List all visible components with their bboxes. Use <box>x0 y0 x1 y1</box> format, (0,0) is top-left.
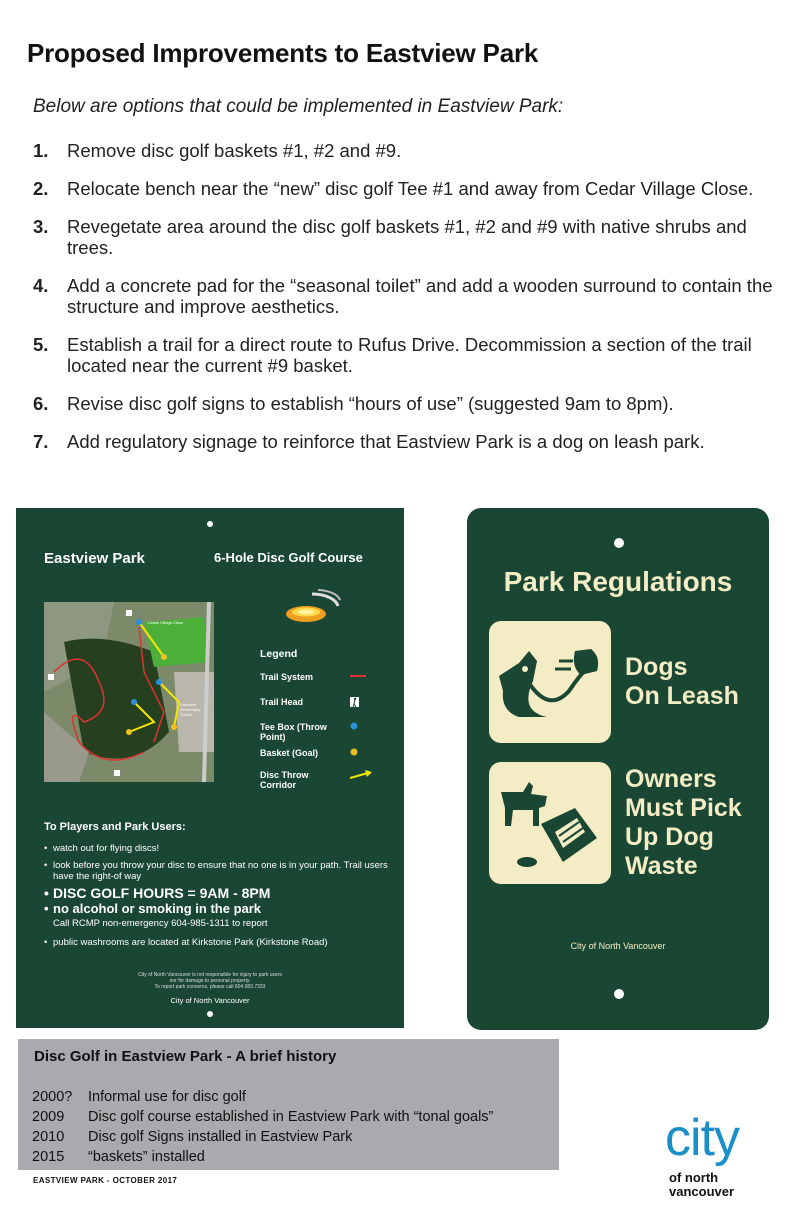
alcohol-text: no alcohol or smoking in the park <box>53 901 262 916</box>
sign-city-credit: City of North Vancouver <box>170 996 250 1005</box>
history-item <box>32 1127 493 1147</box>
item-text: Revegetate area around the disc golf baskets #1, #2 and #9 with native shrubs and trees. <box>67 216 747 258</box>
intro-text: Below are options that could be implemented in Eastview Park: <box>33 96 564 117</box>
item-text: Establish a trail for a direct route to Rufus Drive. Decommission a section of the trail located near the current #9 basket. <box>67 334 752 376</box>
disc-golf-sign <box>16 508 404 1028</box>
notice-alcohol: • no alcohol or smoking in the park <box>44 901 262 916</box>
rule-line: Must Pick <box>625 794 742 822</box>
throw-corridor-arrow-icon <box>350 770 372 780</box>
logo-vancouver: vancouver <box>669 1184 735 1199</box>
item-number: 3. <box>33 216 49 237</box>
history-year: 2015 <box>32 1149 65 1165</box>
item-text: Revise disc golf signs to establish “hours of use” (suggested 9am to 8pm). <box>67 393 674 414</box>
rcmp-text: Call RCMP non-emergency 604-985-1311 to report <box>53 918 268 929</box>
fine-print-line: nor for damage to personal property. <box>169 978 251 984</box>
history-text: Informal use for disc golf <box>88 1089 246 1105</box>
dogs-on-leash-text <box>625 653 739 711</box>
map-label-school: Eastview Elementary School <box>180 702 201 717</box>
history-heading: Disc Golf in Eastview Park - A brief history <box>34 1048 337 1065</box>
notice-text: watch out for flying discs! <box>53 843 160 854</box>
notice-item: • watch out for flying discs! <box>44 843 160 854</box>
fine-print-line: City of North Vancouver is not responsible for injury to park users <box>138 972 282 978</box>
page-footer: EASTVIEW PARK - OCTOBER 2017 <box>33 1176 178 1185</box>
rule-line: Owners <box>625 765 717 793</box>
list-item <box>33 431 773 452</box>
history-box <box>18 1039 559 1170</box>
course-map <box>44 602 214 782</box>
dog-on-leash-pictogram <box>489 621 611 743</box>
legend-item <box>260 672 370 697</box>
city-logo <box>655 1109 773 1204</box>
history-year: 2009 <box>32 1109 65 1125</box>
item-text: Add a concrete pad for the “seasonal toilet” and add a wooden surround to contain the structure and improve aesthetics. <box>67 275 773 317</box>
item-text: Relocate bench near the “new” disc golf Tee #1 and away from Cedar Village Close. <box>67 178 754 199</box>
history-text: “baskets” installed <box>88 1149 205 1165</box>
history-text: Disc golf Signs installed in Eastview Park <box>88 1129 353 1145</box>
page-title: Proposed Improvements to Eastview Park <box>27 38 539 68</box>
map-label-road: Cedar Village Close <box>148 620 184 625</box>
item-number: 7. <box>33 431 49 452</box>
mounting-hole <box>614 538 624 548</box>
list-item <box>33 216 773 258</box>
mounting-hole <box>207 521 213 527</box>
rule-line: Waste <box>625 852 698 880</box>
history-list <box>32 1087 493 1167</box>
list-item <box>33 140 773 161</box>
item-number: 2. <box>33 178 49 199</box>
history-text: Disc golf course established in Eastview Park with “tonal goals” <box>88 1109 494 1125</box>
legend-label: Trail Head <box>260 697 304 707</box>
history-item <box>32 1107 493 1127</box>
legend-label: Tee Box (Throw Point) <box>260 722 327 742</box>
notice-item: • look before you throw your disc to ensure that no one is in your path. Trail users have the right-of way <box>44 860 394 882</box>
players-heading: To Players and Park Users: <box>44 821 186 833</box>
fine-print <box>16 972 404 990</box>
list-item <box>33 275 773 317</box>
legend-item <box>260 722 370 748</box>
item-text: Add regulatory signage to reinforce that Eastview Park is a dog on leash park. <box>67 431 705 452</box>
notice-item: • public washrooms are located at Kirkstone Park (Kirkstone Road) <box>44 937 328 948</box>
notice-hours: • DISC GOLF HOURS = 9AM - 8PM <box>44 885 271 901</box>
item-number: 5. <box>33 334 49 355</box>
sign-city-credit: City of North Vancouver <box>570 941 666 951</box>
legend-label: Basket (Goal) <box>260 748 319 758</box>
logo-of-north: of north <box>669 1170 719 1185</box>
players-notice <box>44 821 394 954</box>
regulations-title: Park Regulations <box>503 566 733 597</box>
item-number: 6. <box>33 393 49 414</box>
dog-waste-icon <box>489 762 611 884</box>
map-legend <box>260 648 370 795</box>
dog-leash-icon <box>489 621 611 743</box>
legend-label: Trail System <box>260 672 314 682</box>
rule-line: Up Dog <box>625 823 714 851</box>
history-item <box>32 1147 493 1167</box>
history-item <box>32 1087 493 1107</box>
item-number: 4. <box>33 275 49 296</box>
legend-item <box>260 697 370 722</box>
legend-label: Disc Throw Corridor <box>260 770 309 790</box>
rule-line: On Leash <box>625 682 739 710</box>
tee-box-icon <box>350 722 358 730</box>
notice-text: look before you throw your disc to ensure that no one is in your path. Trail users have the right-of way <box>53 860 388 882</box>
red-line-icon <box>350 672 366 680</box>
sign-park-name: Eastview Park <box>44 550 145 567</box>
logo-city: city <box>665 1109 739 1167</box>
legend-item <box>260 748 370 770</box>
sign-course-name: 6-Hole Disc Golf Course <box>214 550 363 565</box>
fine-print-line: To report park concerns, please call 604.983.7333 <box>154 984 266 990</box>
rule-line: Dogs <box>625 653 688 681</box>
notice-text: public washrooms are located at Kirkstone Park (Kirkstone Road) <box>53 937 328 948</box>
item-number: 1. <box>33 140 49 161</box>
aerial-map-image <box>44 602 214 782</box>
hiker-icon <box>350 697 359 707</box>
improvement-list <box>33 140 773 469</box>
mounting-hole <box>207 1011 213 1017</box>
legend-heading: Legend <box>260 648 298 660</box>
pick-up-waste-text <box>625 765 742 881</box>
pick-up-waste-pictogram <box>489 762 611 884</box>
flying-disc-icon <box>282 588 342 628</box>
mounting-hole <box>614 989 624 999</box>
legend-item <box>260 770 370 795</box>
list-item <box>33 178 773 199</box>
history-year: 2000? <box>32 1089 73 1105</box>
hours-text: DISC GOLF HOURS = 9AM - 8PM <box>53 885 271 901</box>
list-item <box>33 334 773 376</box>
item-text: Remove disc golf baskets #1, #2 and #9. <box>67 140 402 161</box>
basket-icon <box>350 748 358 756</box>
list-item <box>33 393 773 414</box>
park-regulations-sign <box>467 508 769 1030</box>
history-year: 2010 <box>32 1129 65 1145</box>
